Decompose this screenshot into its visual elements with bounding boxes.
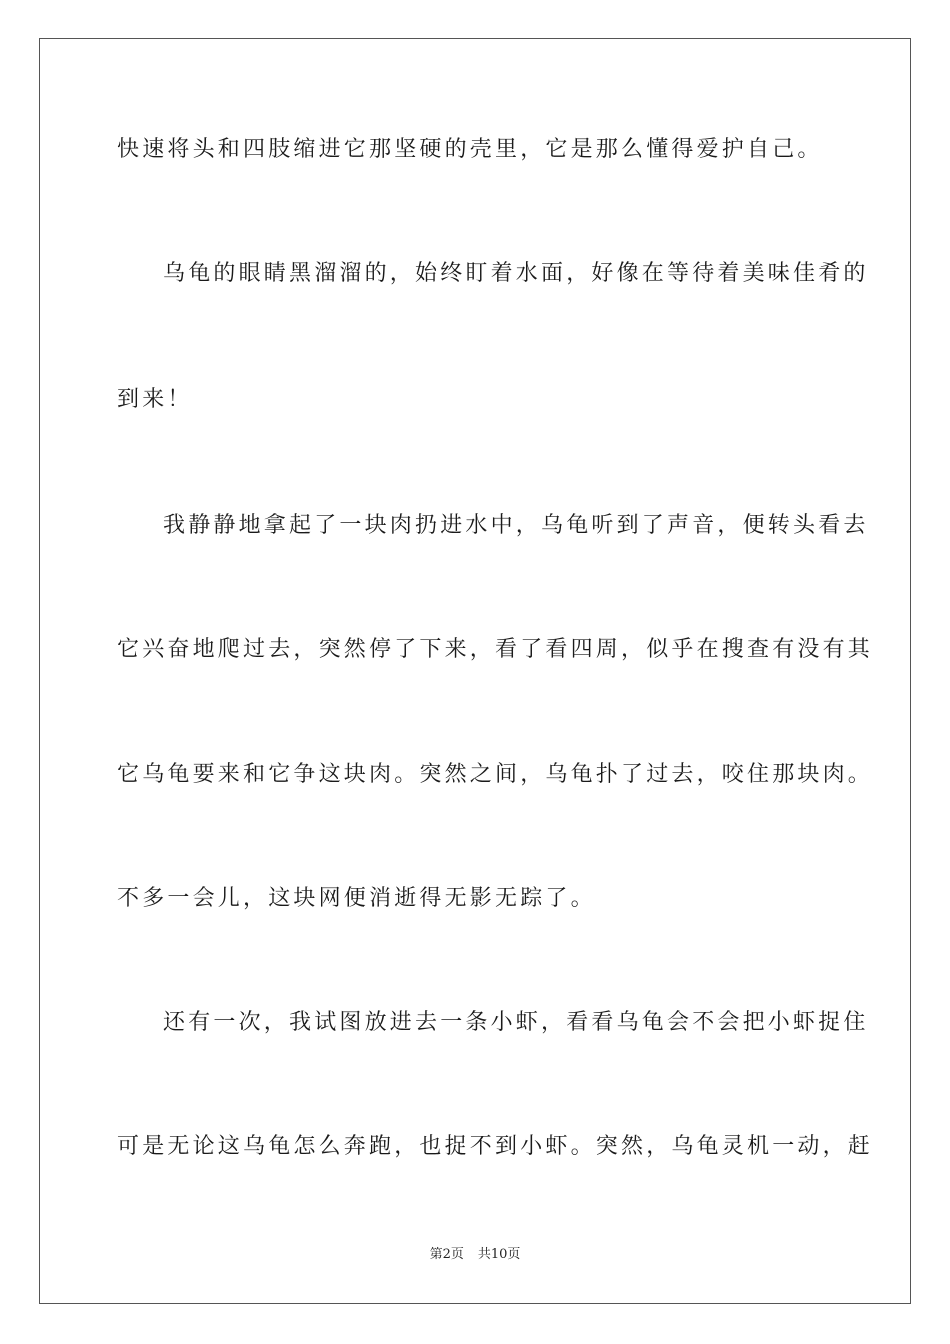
text-line: 快速将头和四肢缩进它那坚硬的壳里，它是那么懂得爱护自己。 bbox=[117, 137, 823, 162]
page-footer bbox=[0, 1246, 950, 1264]
page-total: 共10页 bbox=[477, 1247, 521, 1262]
text-line: 到来！ bbox=[117, 387, 193, 412]
paragraph-start: 还有一次，我试图放进去一条小虾，看看乌龟会不会把小虾捉住 bbox=[163, 1010, 869, 1035]
text-line: 它乌龟要来和它争这块肉。突然之间，乌龟扑了过去，咬住那块肉。 bbox=[117, 762, 874, 787]
page-number: 第2页 bbox=[429, 1247, 464, 1262]
text-line: 可是无论这乌龟怎么奔跑，也捉不到小虾。突然，乌龟灵机一动，赶 bbox=[117, 1134, 874, 1159]
page-border bbox=[39, 38, 911, 1304]
paragraph-start: 我静静地拿起了一块肉扔进水中，乌龟听到了声音，便转头看去 bbox=[163, 513, 869, 538]
paragraph-start: 乌龟的眼睛黑溜溜的，始终盯着水面，好像在等待着美味佳肴的 bbox=[163, 261, 869, 286]
text-line: 不多一会儿，这块网便消逝得无影无踪了。 bbox=[117, 886, 596, 911]
text-line: 它兴奋地爬过去，突然停了下来，看了看四周，似乎在搜查有没有其 bbox=[117, 637, 874, 662]
